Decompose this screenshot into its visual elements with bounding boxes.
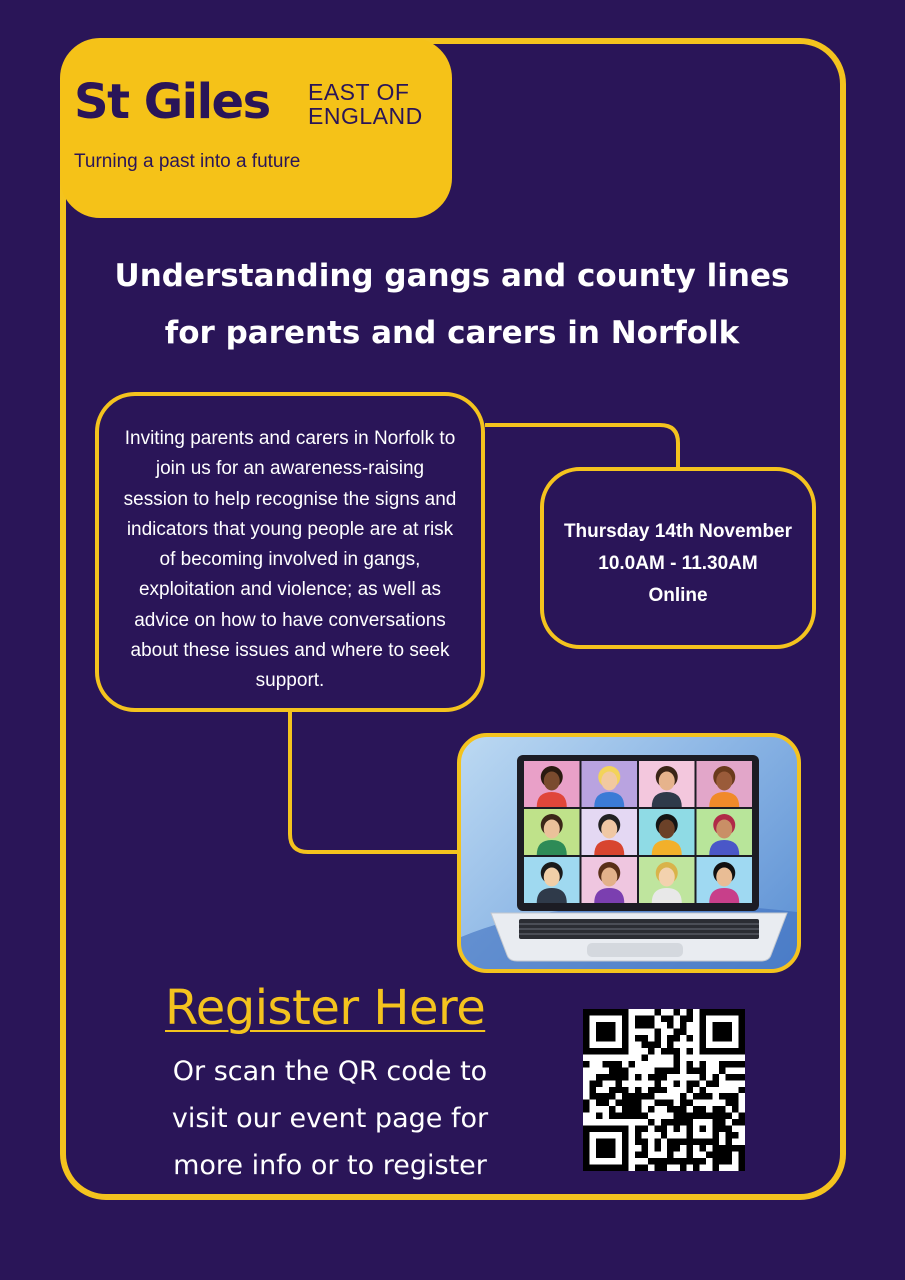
description-text [101,424,479,697]
description-box [95,392,485,712]
qr-code-icon[interactable] [583,1009,745,1171]
description-line: Inviting parents and carers in Norfolk to [124,428,456,449]
description-line: indicators that young people are at risk [126,518,454,540]
laptop-video-call-icon [461,737,797,969]
register-link[interactable]: Register Here [165,980,486,1036]
logo-block [60,38,452,218]
scan-line: more info or to register [173,1150,487,1181]
description-line: support. [255,670,325,692]
scan-instructions [130,1048,530,1189]
page-title [66,248,838,362]
description-line: exploitation and violence; as well as [138,579,442,601]
description-line: about these issues and where to seek [130,640,450,662]
scan-line: Or scan the QR code to [172,1056,488,1087]
description-line: advice on how to have conversations [134,609,446,631]
brand-region [308,80,423,128]
description-line: of becoming involved in gangs, [159,549,421,571]
description-line: session to help recognise the signs and [123,488,457,510]
scan-line: visit our event page for [171,1103,489,1134]
laptop-illustration [457,733,801,973]
event-details-box [540,467,816,649]
title-line-2: for parents and carers in Norfolk [164,315,740,351]
tagline: Turning a past into a future [74,151,301,172]
brand-region-line-1: EAST OF [308,79,410,105]
title-line-1: Understanding gangs and county lines [114,258,790,294]
event-date: Thursday 14th November [563,521,793,542]
brand-region-line-2: ENGLAND [308,103,423,129]
event-time: 10.0AM - 11.30AM [598,553,758,574]
description-line: join us for an awareness-raising [155,458,425,480]
event-details [544,516,812,612]
brand-name: St Giles [74,74,270,130]
event-location: Online [648,585,708,606]
